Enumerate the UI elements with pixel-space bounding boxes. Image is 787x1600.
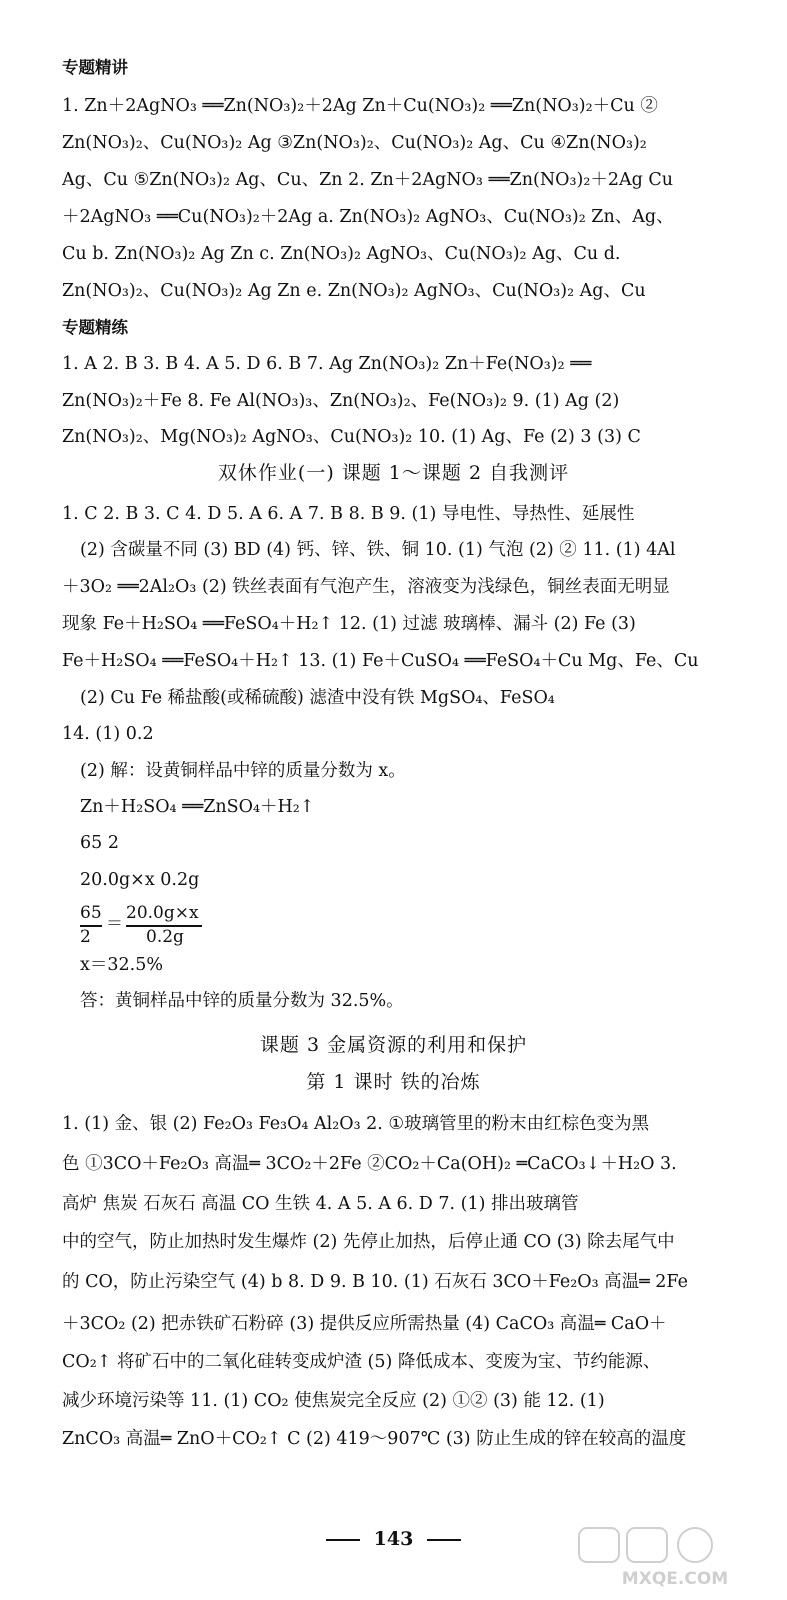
text-line: (2) Cu Fe 稀盐酸(或稀硫酸) 滤渣中没有铁 MgSO₄、FeSO₄ — [80, 688, 555, 708]
fraction-rhs-numerator: 20.0g×x — [126, 903, 199, 923]
text-line: 第 1 课时 铁的冶炼 — [306, 1071, 481, 1093]
text-line: Zn(NO₃)₂＋Fe 8. Fe Al(NO₃)₃、Zn(NO₃)₂、Fe(NO₃)₂ 9. (1) Ag (2) — [62, 391, 620, 411]
fraction-rhs-denominator: 0.2g — [146, 927, 184, 947]
text-line: ＋3CO₂ (2) 把赤铁矿石粉碎 (3) 提供反应所需热量 (4) CaCO₃ 高温═ CaO＋ — [62, 1314, 667, 1334]
fraction-equals: ＝ — [106, 914, 123, 934]
text-line: Ag、Cu ⑤Zn(NO₃)₂ Ag、Cu、Zn 2. Zn＋2AgNO₃ ══Zn(NO₃)₂＋2Ag Cu — [62, 170, 674, 190]
text-line: Zn＋H₂SO₄ ══ZnSO₄＋H₂↑ — [80, 797, 315, 817]
text-line: 减少环境污染等 11. (1) CO₂ 使焦炭完全反应 (2) ①② (3) 能 12. (1) — [62, 1391, 605, 1411]
text-line: 现象 Fe＋H₂SO₄ ══FeSO₄＋H₂↑ 12. (1) 过滤 玻璃棒、漏斗 (2) Fe (3) — [62, 614, 636, 634]
text-line: 20.0g×x 0.2g — [80, 870, 200, 890]
text-line: Cu b. Zn(NO₃)₂ Ag Zn c. Zn(NO₃)₂ AgNO₃、Cu(NO₃)₂ Ag、Cu d. — [62, 244, 621, 264]
text-line: 1. A 2. B 3. B 4. A 5. D 6. B 7. Ag Zn(NO₃)₂ Zn＋Fe(NO₃)₂ ══ — [62, 354, 592, 374]
text-line: 1. Zn＋2AgNO₃ ══Zn(NO₃)₂＋2Ag Zn＋Cu(NO₃)₂ ══Zn(NO₃)₂＋Cu ② — [62, 96, 658, 116]
text-line: CO₂↑ 将矿石中的二氧化硅转变成炉渣 (5) 降低成本、变废为宝、节约能源、 — [62, 1352, 661, 1372]
text-line: Zn(NO₃)₂、Cu(NO₃)₂ Ag ③Zn(NO₃)₂、Cu(NO₃)₂ Ag、Cu ④Zn(NO₃)₂ — [62, 133, 647, 153]
text-line: 专题精讲 — [62, 58, 128, 77]
text-line: 答：黄铜样品中锌的质量分数为 32.5%。 — [80, 991, 404, 1011]
text-line: ＋2AgNO₃ ══Cu(NO₃)₂＋2Ag a. Zn(NO₃)₂ AgNO₃、Cu(NO₃)₂ Zn、Ag、 — [62, 207, 674, 227]
text-line: 1. (1) 金、银 (2) Fe₂O₃ Fe₃O₄ Al₂O₃ 2. ①玻璃管里的粉末由红棕色变为黑 — [62, 1114, 650, 1134]
text-line: 14. (1) 0.2 — [62, 724, 154, 744]
text-line: x＝32.5% — [80, 955, 163, 975]
text-line: 双休作业(一) 课题 1～课题 2 自我测评 — [217, 462, 570, 484]
text-line: 的 CO，防止污染空气 (4) b 8. D 9. B 10. (1) 石灰石 3CO＋Fe₂O₃ 高温═ 2Fe — [62, 1272, 688, 1292]
footer-dash-left — [326, 1539, 360, 1541]
text-line: (2) 解：设黄铜样品中锌的质量分数为 x。 — [80, 761, 406, 781]
text-line: (2) 含碳量不同 (3) BD (4) 钙、锌、铁、铜 10. (1) 气泡 (2) ② 11. (1) 4Al — [80, 540, 676, 560]
text-line: 课题 3 金属资源的利用和保护 — [259, 1034, 528, 1056]
text-line: 1. C 2. B 3. C 4. D 5. A 6. A 7. B 8. B 9. (1) 导电性、导热性、延展性 — [62, 504, 635, 524]
text-line: 65 2 — [80, 833, 119, 853]
text-line: Fe＋H₂SO₄ ══FeSO₄＋H₂↑ 13. (1) Fe＋CuSO₄ ══FeSO₄＋Cu Mg、Fe、Cu — [62, 651, 699, 671]
fraction-numerator: 65 — [80, 903, 102, 923]
page-number: 143 — [373, 1528, 414, 1550]
fraction-equation — [80, 900, 240, 952]
watermark-text: MXQE.COM — [621, 1569, 729, 1589]
text-line: Zn(NO₃)₂、Mg(NO₃)₂ AgNO₃、Cu(NO₃)₂ 10. (1) Ag、Fe (2) 3 (3) C — [62, 427, 641, 447]
text-line: ＋3O₂ ══2Al₂O₃ (2) 铁丝表面有气泡产生，溶液变为浅绿色，铜丝表面无明显 — [62, 577, 670, 597]
text-line: 色 ①3CO＋Fe₂O₃ 高温═ 3CO₂＋2Fe ②CO₂＋Ca(OH)₂ ═CaCO₃↓＋H₂O 3. — [62, 1154, 677, 1174]
fraction-denominator: 2 — [80, 927, 91, 947]
text-line: Zn(NO₃)₂、Cu(NO₃)₂ Ag Zn e. Zn(NO₃)₂ AgNO₃、Cu(NO₃)₂ Ag、Cu — [62, 281, 646, 301]
text-line: ZnCO₃ 高温═ ZnO＋CO₂↑ C (2) 419～907℃ (3) 防止生成的锌在较高的温度 — [62, 1429, 687, 1449]
text-line: 高炉 焦炭 石灰石 高温 CO 生铁 4. A 5. A 6. D 7. (1) 排出玻璃管 — [62, 1194, 579, 1214]
text-line: 专题精练 — [62, 318, 128, 337]
text-line: 中的空气，防止加热时发生爆炸 (2) 先停止加热，后停止通 CO (3) 除去尾气中 — [62, 1232, 675, 1252]
watermark-logo — [575, 1524, 775, 1592]
footer-dash-right — [427, 1539, 461, 1541]
